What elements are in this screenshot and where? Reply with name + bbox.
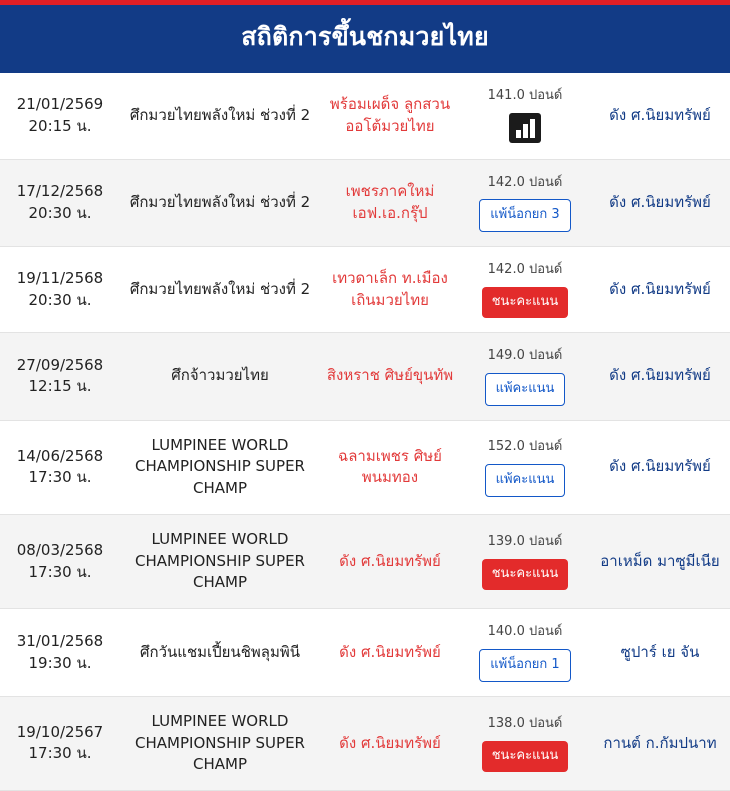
cell-weight-result (460, 159, 590, 247)
cell-date (0, 73, 120, 159)
fight-time: 20:30 น. (28, 290, 92, 309)
cell-event-name: ศึกจ้าวมวยไทย (120, 332, 320, 420)
fight-stats-table (0, 73, 730, 791)
status-badge: ชนะคะแนน (482, 741, 569, 772)
status-badge: ชนะคะแนน (482, 287, 569, 318)
cell-weight-result (460, 514, 590, 608)
fight-time: 17:30 น. (28, 468, 92, 487)
cell-opponent[interactable]: สิงหราช ศิษย์ขุนทัพ (320, 332, 460, 420)
fight-date: 27/09/2568 (16, 355, 104, 374)
table-row[interactable] (0, 420, 730, 514)
table-row[interactable] (0, 73, 730, 159)
status-badge: แพ้คะแนน (485, 373, 566, 406)
cell-fighter[interactable]: ดัง ศ.นิยมทรัพย์ (590, 73, 730, 159)
table-row[interactable] (0, 332, 730, 420)
cell-event-name: ศึกมวยไทยพลังใหม่ ช่วงที่ 2 (120, 247, 320, 333)
cell-date (0, 420, 120, 514)
cell-opponent[interactable]: ดัง ศ.นิยมทรัพย์ (320, 514, 460, 608)
fight-time: 20:30 น. (28, 203, 92, 222)
chart-bar (523, 124, 528, 138)
weight-value: 138.0 ปอนด์ (487, 716, 563, 732)
cell-weight-result (460, 247, 590, 333)
cell-date (0, 159, 120, 247)
fight-time: 12:15 น. (28, 377, 92, 396)
table-row[interactable] (0, 609, 730, 697)
fight-date: 14/06/2568 (16, 446, 104, 465)
bar-chart-icon[interactable] (509, 113, 541, 143)
cell-weight-result (460, 609, 590, 697)
status-badge: แพ้น็อกยก 3 (479, 199, 570, 232)
fight-date: 19/10/2567 (16, 722, 104, 741)
chart-bar (516, 130, 521, 138)
cell-fighter[interactable]: ดัง ศ.นิยมทรัพย์ (590, 420, 730, 514)
cell-date (0, 696, 120, 790)
table-row[interactable] (0, 247, 730, 333)
cell-weight-result (460, 332, 590, 420)
fight-time: 19:30 น. (28, 653, 92, 672)
weight-value: 139.0 ปอนด์ (487, 534, 563, 550)
cell-event-name: LUMPINEE WORLD CHAMPIONSHIP SUPER CHAMP (120, 514, 320, 608)
cell-date (0, 514, 120, 608)
weight-value: 140.0 ปอนด์ (487, 624, 563, 640)
cell-event-name: LUMPINEE WORLD CHAMPIONSHIP SUPER CHAMP (120, 420, 320, 514)
weight-value: 142.0 ปอนด์ (487, 262, 563, 278)
status-badge: แพ้น็อกยก 1 (479, 649, 570, 682)
cell-opponent[interactable]: ดัง ศ.นิยมทรัพย์ (320, 609, 460, 697)
status-badge: ชนะคะแนน (482, 559, 569, 590)
cell-opponent[interactable]: เพชรภาคใหม่ เอฟ.เอ.กรุ๊ป (320, 159, 460, 247)
table-row[interactable] (0, 514, 730, 608)
cell-date (0, 609, 120, 697)
cell-opponent[interactable]: เทวดาเล็ก ท.เมืองเถินมวยไทย (320, 247, 460, 333)
weight-value: 141.0 ปอนด์ (487, 88, 563, 103)
cell-fighter[interactable]: อาเหม็ด มาซูมีเนีย (590, 514, 730, 608)
fight-date: 21/01/2569 (16, 95, 104, 114)
cell-fighter[interactable]: ดัง ศ.นิยมทรัพย์ (590, 159, 730, 247)
cell-weight-result (460, 73, 590, 159)
chart-bar (530, 119, 535, 138)
cell-weight-result (460, 696, 590, 790)
cell-event-name: ศึกมวยไทยพลังใหม่ ช่วงที่ 2 (120, 73, 320, 159)
fight-time: 20:15 น. (28, 116, 92, 135)
weight-value: 142.0 ปอนด์ (487, 174, 563, 190)
fight-date: 17/12/2568 (16, 182, 104, 201)
cell-date (0, 332, 120, 420)
fight-date: 19/11/2568 (16, 268, 104, 287)
cell-fighter[interactable]: ซูปาร์ เย จัน (590, 609, 730, 697)
cell-event-name: ศึกมวยไทยพลังใหม่ ช่วงที่ 2 (120, 159, 320, 247)
weight-value: 149.0 ปอนด์ (487, 347, 563, 363)
cell-opponent[interactable]: ฉลามเพชร ศิษย์พนมทอง (320, 420, 460, 514)
status-badge: แพ้คะแนน (485, 464, 566, 497)
cell-fighter[interactable]: กานต์ ก.กัมปนาท (590, 696, 730, 790)
cell-weight-result (460, 420, 590, 514)
fight-date: 08/03/2568 (16, 540, 104, 559)
cell-date (0, 247, 120, 333)
cell-event-name: LUMPINEE WORLD CHAMPIONSHIP SUPER CHAMP (120, 696, 320, 790)
cell-event-name: ศึกวันแชมเปี้ยนชิพลุมพินี (120, 609, 320, 697)
fight-date: 31/01/2568 (16, 631, 104, 650)
cell-fighter[interactable]: ดัง ศ.นิยมทรัพย์ (590, 247, 730, 333)
table-row[interactable] (0, 159, 730, 247)
weight-value: 152.0 ปอนด์ (487, 438, 563, 454)
fight-time: 17:30 น. (28, 744, 92, 763)
cell-opponent[interactable]: ดัง ศ.นิยมทรัพย์ (320, 696, 460, 790)
table-row[interactable] (0, 696, 730, 790)
page-title: สถิติการขึ้นชกมวยไทย (0, 5, 730, 73)
fight-time: 17:30 น. (28, 562, 92, 581)
cell-opponent[interactable]: พร้อมเผด็จ ลูกสวนออโต้มวยไทย (320, 73, 460, 159)
cell-fighter[interactable]: ดัง ศ.นิยมทรัพย์ (590, 332, 730, 420)
